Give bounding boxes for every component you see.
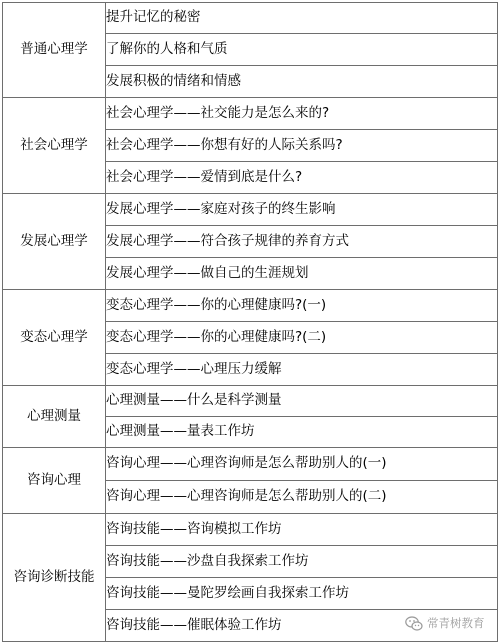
course-item: 发展心理学——符合孩子规律的养育方式	[106, 226, 498, 258]
table-row	[3, 290, 498, 322]
wechat-watermark	[405, 608, 499, 638]
course-item: 提升记忆的秘密	[106, 3, 498, 34]
category-cell: 咨询心理	[3, 448, 106, 514]
watermark-text: 常青树教育	[427, 616, 485, 630]
table-row	[3, 386, 498, 417]
course-item: 变态心理学——你的心理健康吗?(二)	[106, 322, 498, 354]
course-item: 心理测量——量表工作坊	[106, 417, 498, 448]
table-row	[3, 3, 498, 34]
course-item: 变态心理学——心理压力缓解	[106, 354, 498, 386]
course-item: 发展心理学——家庭对孩子的终生影响	[106, 194, 498, 226]
category-cell: 心理测量	[3, 386, 106, 448]
course-item: 了解你的人格和气质	[106, 34, 498, 66]
course-item: 咨询技能——催眠体验工作坊	[106, 610, 498, 642]
category-cell: 社会心理学	[3, 98, 106, 194]
category-cell: 普通心理学	[3, 3, 106, 98]
course-item: 社会心理学——社交能力是怎么来的?	[106, 98, 498, 130]
course-item: 咨询技能——曼陀罗绘画自我探索工作坊	[106, 578, 498, 610]
course-item: 心理测量——什么是科学测量	[106, 386, 498, 417]
category-cell: 变态心理学	[3, 290, 106, 386]
table-row	[3, 194, 498, 226]
table-row	[3, 448, 498, 481]
course-item: 发展积极的情绪和情感	[106, 66, 498, 98]
course-item: 发展心理学——做自己的生涯规划	[106, 258, 498, 290]
curriculum-table	[2, 2, 498, 642]
wechat-icon	[405, 616, 423, 631]
course-item: 咨询心理——心理咨询师是怎么帮助别人的(一)	[106, 448, 498, 481]
course-item: 社会心理学——爱情到底是什么?	[106, 162, 498, 194]
table-row	[3, 98, 498, 130]
course-item: 变态心理学——你的心理健康吗?(一)	[106, 290, 498, 322]
course-item: 咨询技能——沙盘自我探索工作坊	[106, 546, 498, 578]
course-item: 咨询心理——心理咨询师是怎么帮助别人的(二)	[106, 481, 498, 514]
category-cell: 咨询诊断技能	[3, 514, 106, 642]
course-item: 社会心理学——你想有好的人际关系吗?	[106, 130, 498, 162]
course-item: 咨询技能——咨询模拟工作坊	[106, 514, 498, 546]
table-row	[3, 514, 498, 546]
category-cell: 发展心理学	[3, 194, 106, 290]
